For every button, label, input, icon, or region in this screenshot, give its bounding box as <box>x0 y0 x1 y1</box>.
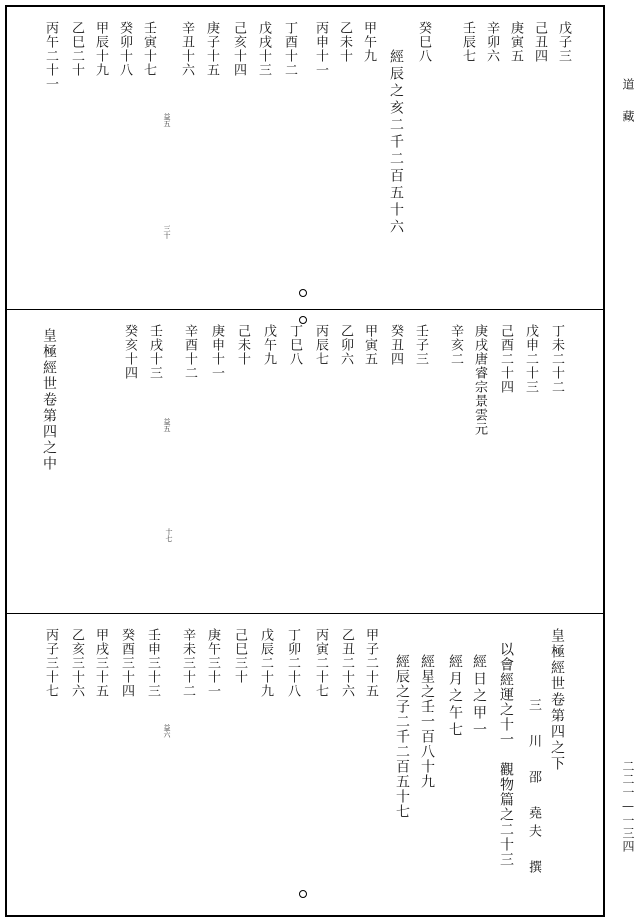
entry: 壬申三十三 <box>145 628 160 698</box>
entry: 丙申十一 <box>313 21 328 77</box>
entry: 乙卯六 <box>338 324 353 366</box>
entry: 辛卯六 <box>484 21 499 63</box>
heading-line: 經辰之子二千二百五十七 <box>394 654 410 819</box>
entry: 辛未三十二 <box>180 628 195 698</box>
margin-header: 道 藏 <box>621 78 635 126</box>
page-frame <box>5 5 605 917</box>
author-line: 三 川 邵 堯夫 撰 <box>526 698 541 878</box>
entry: 辛酉十二 <box>182 324 197 380</box>
entry: 壬寅十七 <box>141 21 156 77</box>
chapter-title: 皇極經世卷第四之中 <box>41 328 57 472</box>
entry: 甲戌三十五 <box>93 628 108 698</box>
panel-bottom <box>7 614 603 917</box>
entry: 己未十 <box>235 324 250 366</box>
entry: 己丑四 <box>532 21 547 63</box>
circle-mark <box>299 890 307 898</box>
entry: 戊辰二十九 <box>258 628 273 698</box>
entry: 甲子二十五 <box>363 628 378 698</box>
entry: 丁卯二十八 <box>285 628 300 698</box>
heading-line: 經月之午七 <box>447 654 463 739</box>
section-heading: 以會經運之十一 觀物篇之二十三 <box>498 642 514 867</box>
entry: 戊戌十三 <box>256 21 271 77</box>
entry: 癸酉三十四 <box>119 628 134 698</box>
entry: 乙丑二十六 <box>339 628 354 698</box>
panel-middle <box>7 310 603 613</box>
entry: 癸亥十四 <box>122 324 137 380</box>
entry: 庚子十五 <box>204 21 219 77</box>
epoch-heading: 經辰之亥二千二百五十六 <box>388 49 404 236</box>
panel-top <box>7 7 603 309</box>
entry: 乙巳二十 <box>69 21 84 77</box>
entry: 己酉二十四 <box>498 324 513 394</box>
entry: 癸丑四 <box>388 324 403 366</box>
entry: 丁巳八 <box>287 324 302 366</box>
entry: 己亥十四 <box>231 21 246 77</box>
heading-line: 經星之壬一百八十九 <box>419 654 435 789</box>
entry: 丙子三十七 <box>43 628 58 698</box>
entry: 癸卯十八 <box>117 21 132 77</box>
entry: 甲寅五 <box>362 324 377 366</box>
marginal-note: 益六 <box>163 724 171 738</box>
marginal-note: 益五 <box>163 113 171 127</box>
page-number: 二二一—一三四 <box>621 760 635 853</box>
entry: 辛丑十六 <box>179 21 194 77</box>
entry: 壬辰七 <box>460 21 475 63</box>
entry: 壬子三 <box>413 324 428 366</box>
entry: 庚戌唐睿宗景雲元 <box>472 324 487 436</box>
entry: 丁酉十二 <box>282 21 297 77</box>
entry: 丙午二十一 <box>43 21 58 91</box>
entry: 丙辰七 <box>313 324 328 366</box>
entry: 壬戌十三 <box>147 324 162 380</box>
entry: 乙亥三十六 <box>69 628 84 698</box>
marginal-note: 十七 <box>165 528 173 542</box>
entry: 戊子三 <box>556 21 571 63</box>
entry: 甲辰十九 <box>93 21 108 77</box>
entry: 戊午九 <box>261 324 276 366</box>
entry: 戊申二十三 <box>523 324 538 394</box>
entry: 庚午三十一 <box>205 628 220 698</box>
chapter-title: 皇極經世卷第四之下 <box>549 628 565 772</box>
entry: 甲午九 <box>361 21 376 63</box>
entry: 丙寅二十七 <box>313 628 328 698</box>
entry: 庚寅五 <box>508 21 523 63</box>
circle-mark <box>299 316 307 324</box>
entry: 癸巳八 <box>416 21 431 63</box>
circle-mark <box>299 289 307 297</box>
entry: 己巳三十 <box>232 628 247 684</box>
heading-line: 經日之甲一 <box>471 654 487 739</box>
entry: 辛亥二 <box>448 324 463 366</box>
marginal-note: 三十 <box>163 225 171 239</box>
marginal-note: 益五 <box>163 418 171 432</box>
entry: 乙未十 <box>337 21 352 63</box>
entry: 丁未二十二 <box>549 324 564 394</box>
entry: 庚申十一 <box>209 324 224 380</box>
